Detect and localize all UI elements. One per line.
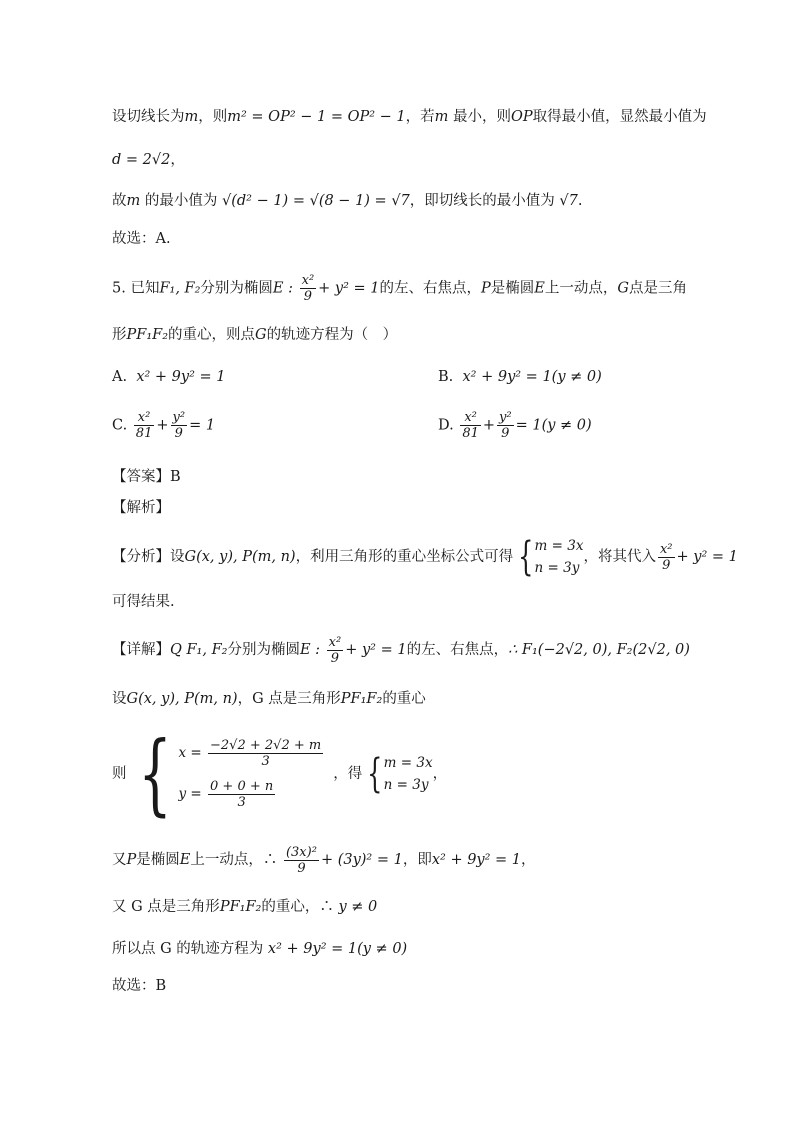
denominator: 81 bbox=[462, 426, 479, 441]
question-line-2 bbox=[112, 325, 397, 345]
numerator: 0 + 0 + n bbox=[210, 779, 274, 794]
math: m bbox=[434, 109, 449, 125]
detail-line-2 bbox=[112, 689, 426, 709]
math: PF₁F₂ bbox=[219, 899, 262, 915]
option-a bbox=[112, 367, 226, 387]
equation: m = 3x bbox=[534, 538, 584, 554]
math: G(x, y), P(m, n) bbox=[184, 549, 296, 565]
text: 的重心，∴ bbox=[261, 899, 339, 915]
math: F₁, F₂ bbox=[159, 280, 201, 297]
denominator: 9 bbox=[297, 860, 306, 876]
text: ， bbox=[521, 852, 536, 868]
math: G bbox=[617, 280, 629, 297]
math: E : bbox=[299, 642, 325, 658]
answer-value: B bbox=[170, 469, 181, 485]
fraction bbox=[134, 410, 155, 441]
text: 取得最小值，显然最小值为 bbox=[532, 109, 707, 125]
answer-line bbox=[112, 467, 181, 487]
math: G bbox=[255, 327, 267, 343]
text: 【分析】设 bbox=[112, 549, 185, 565]
fraction bbox=[300, 273, 317, 304]
detail-line-5 bbox=[112, 897, 377, 917]
math: √7 bbox=[559, 193, 578, 209]
math: ∴ F₁(−2√2, 0), F₂(2√2, 0) bbox=[508, 642, 690, 658]
answer-label: 【答案】 bbox=[112, 469, 170, 485]
equation-system bbox=[535, 535, 584, 579]
math: + y² = 1 bbox=[676, 549, 738, 565]
text: 的重心 bbox=[382, 691, 426, 707]
text: 故选：A. bbox=[112, 231, 171, 247]
math: E : bbox=[272, 280, 298, 297]
brace-glyph: { bbox=[518, 534, 534, 580]
heading: 【解析】 bbox=[112, 500, 170, 516]
text: 点是三角 bbox=[628, 280, 687, 297]
text: ，即切线长的最小值为 bbox=[409, 193, 560, 209]
math: P bbox=[481, 280, 491, 297]
math: y ≠ 0 bbox=[338, 899, 378, 915]
fraction bbox=[497, 410, 514, 441]
equation: n = 3y bbox=[534, 560, 580, 576]
detail-line-4 bbox=[112, 840, 536, 880]
math: m bbox=[184, 109, 199, 125]
text: . bbox=[577, 193, 583, 209]
text: ，利用三角形的重心坐标公式可得 bbox=[295, 549, 514, 565]
equation-system bbox=[384, 752, 433, 796]
brace-glyph: { bbox=[367, 751, 383, 797]
text: 是椭圆 bbox=[136, 852, 180, 868]
detail-line-7 bbox=[112, 976, 166, 996]
math: E bbox=[534, 280, 545, 297]
equation: m = 3x bbox=[383, 755, 433, 771]
fraction bbox=[171, 410, 188, 441]
math: d = 2√2 bbox=[112, 152, 171, 168]
fraction bbox=[208, 738, 323, 769]
option-b bbox=[438, 367, 602, 387]
math: PF₁F₂ bbox=[340, 691, 383, 707]
denominator: 9 bbox=[174, 426, 183, 441]
detail-line-6 bbox=[112, 939, 407, 959]
text: 设切线长为 bbox=[112, 109, 185, 125]
text: 故 bbox=[112, 193, 127, 209]
denominator: 9 bbox=[330, 650, 340, 666]
math: x² + 9y² = 1 bbox=[431, 852, 522, 868]
fraction bbox=[208, 779, 275, 810]
math: = 1(y ≠ 0) bbox=[515, 417, 592, 434]
math: x² + 9y² = 1(y ≠ 0) bbox=[267, 941, 408, 957]
option-math: x² + 9y² = 1 bbox=[136, 369, 226, 385]
text: 可得结果. bbox=[112, 594, 175, 610]
fraction bbox=[460, 410, 481, 441]
numerator: x² bbox=[460, 410, 481, 426]
equation-system bbox=[179, 738, 326, 810]
text-line-1 bbox=[112, 107, 707, 127]
option-label: A. bbox=[112, 369, 128, 385]
text: ，若 bbox=[405, 109, 435, 125]
text: ，得 bbox=[333, 766, 363, 782]
text: 则 bbox=[112, 766, 127, 782]
numerator: y² bbox=[172, 410, 186, 425]
detail-line-3 bbox=[112, 722, 448, 825]
analysis-line-1 bbox=[112, 534, 738, 580]
text: 的左、右焦点， bbox=[379, 280, 482, 297]
equation: n = 3y bbox=[383, 777, 429, 793]
math: √(d² − 1) = √(8 − 1) = √7 bbox=[221, 193, 410, 209]
math: PF₁F₂ bbox=[126, 327, 169, 343]
math: x = bbox=[178, 745, 207, 761]
math: y = bbox=[178, 786, 207, 802]
text-line-3 bbox=[112, 191, 582, 211]
text-line-4 bbox=[112, 229, 171, 249]
denominator: 9 bbox=[501, 426, 510, 441]
question-line-1 bbox=[112, 273, 687, 304]
text: ，即 bbox=[402, 852, 432, 868]
equation bbox=[179, 779, 326, 810]
text: ， bbox=[432, 766, 448, 782]
option-c: C. $\frac{\text{x²}}{81}$ + $\frac{\text{y²}}{9}$ = 1 bbox=[112, 410, 216, 441]
numerator: x² bbox=[659, 541, 673, 557]
fraction bbox=[284, 845, 319, 876]
text: 的轨迹方程为（ ） bbox=[266, 327, 398, 343]
text: 分别为椭圆 bbox=[200, 280, 273, 297]
math: m bbox=[126, 193, 141, 209]
fraction bbox=[327, 635, 344, 666]
option-label: C. bbox=[112, 417, 128, 434]
text: 的左、右焦点， bbox=[406, 642, 509, 658]
numerator: x² bbox=[328, 634, 342, 650]
text: ， bbox=[170, 152, 185, 168]
text: 的最小值为 bbox=[140, 193, 222, 209]
text: ，将其代入 bbox=[583, 549, 656, 565]
option-label: B. bbox=[438, 369, 454, 385]
denominator: 9 bbox=[662, 557, 671, 573]
denominator: 9 bbox=[303, 289, 313, 304]
text: 设 bbox=[112, 691, 127, 707]
analysis-line-2 bbox=[112, 592, 175, 612]
numerator: (3x)² bbox=[285, 844, 317, 860]
numerator: x² bbox=[134, 410, 155, 426]
text: 【详解】 bbox=[112, 642, 170, 658]
math: + (3y)² = 1 bbox=[320, 852, 403, 868]
math: = 1 bbox=[189, 417, 216, 434]
text: 最小，则 bbox=[448, 109, 512, 125]
text: 形 bbox=[112, 327, 127, 343]
equation bbox=[179, 738, 326, 769]
numerator: −2√2 + 2√2 + m bbox=[210, 738, 322, 753]
text: 是椭圆 bbox=[490, 280, 535, 297]
math: E bbox=[179, 852, 191, 868]
option-label: D. bbox=[438, 417, 454, 434]
option-d: D. $\frac{\text{x²}}{81}$ + $\frac{\text{y²}}{9}$ = 1(y ≠ 0) bbox=[438, 410, 592, 441]
text-line-2 bbox=[112, 150, 185, 170]
analysis-heading bbox=[112, 498, 170, 518]
numerator: y² bbox=[499, 410, 512, 425]
text: 又 G 点是三角形 bbox=[112, 899, 220, 915]
text: ，则 bbox=[198, 109, 228, 125]
text: 上一动点，∴ bbox=[190, 852, 282, 868]
text: 上一动点， bbox=[544, 280, 618, 297]
text: ，G 点是三角形 bbox=[237, 691, 341, 707]
text: 故选：B bbox=[112, 978, 167, 994]
math: Q F₁, F₂ bbox=[170, 642, 228, 658]
math: + y² = 1 bbox=[345, 642, 407, 658]
math: m² = OP² − 1 = OP² − 1 bbox=[227, 109, 406, 125]
detail-line-1 bbox=[112, 633, 690, 667]
numerator: x² bbox=[301, 273, 315, 288]
text: 所以点 G 的轨迹方程为 bbox=[112, 941, 268, 957]
text: 又 bbox=[112, 852, 127, 868]
math: G(x, y), P(m, n) bbox=[126, 691, 238, 707]
math: P bbox=[126, 852, 137, 868]
fraction bbox=[658, 542, 675, 573]
text: 分别为椭圆 bbox=[227, 642, 300, 658]
option-math: x² + 9y² = 1(y ≠ 0) bbox=[462, 369, 602, 385]
math: + y² = 1 bbox=[318, 280, 380, 297]
brace-glyph: { bbox=[137, 722, 172, 825]
text: 5. 已知 bbox=[112, 280, 160, 297]
math: OP bbox=[511, 109, 533, 125]
denominator: 3 bbox=[237, 795, 246, 810]
text: 的重心，则点 bbox=[168, 327, 256, 343]
denominator: 3 bbox=[261, 754, 270, 769]
denominator: 81 bbox=[135, 426, 153, 441]
